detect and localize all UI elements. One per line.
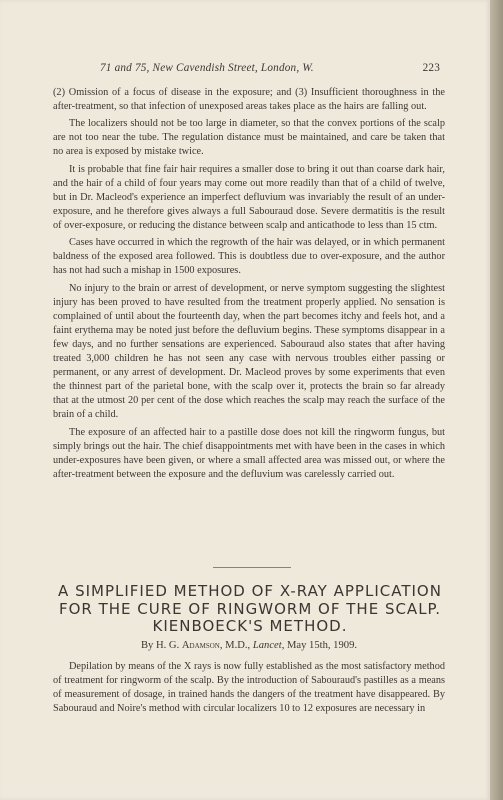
byline — [53, 640, 445, 651]
title-line: A SIMPLIFIED METHOD OF X-RAY APPLICATION — [58, 582, 442, 600]
paragraph: No injury to the brain or arrest of development, or nerve symptom suggesting the slightest injury has been proved to have resulted from the treatment properly applied. No sensation is complained of until about the fourteenth day, when the part becomes itchy and feels hot, and a faint erythema may be noted just before the defluvium begins. These symptoms disappear in a few days, and no further sensations are experienced. Sabouraud also states that after having treated 3,000 children he has not seen any case with nervous troubles either passing or permanent, or any arrest of development. Dr. Macleod proves by some experiments that even the thinnest part of the parietal bone, with the scalp over it, protects the brain so far already that at the utmost 20 per cent of the dose which reaches the scalp may reach the surface of the brain of a child. — [53, 282, 445, 421]
byline-author: Adamson — [181, 640, 220, 651]
page-edge — [490, 0, 503, 800]
running-head-text: 71 and 75, New Cavendish Street, London, W. — [100, 62, 314, 74]
title-line: FOR THE CURE OF RINGWORM OF THE SCALP. — [58, 599, 442, 618]
paragraph: Depilation by means of the X rays is now fully established as the most satisfactory method of treatment for ringworm of the scalp. By the introduction of Sabouraud's pastilles as a means of measurement of dosage, in trained hands the dangers of the treatment have disappeared. By Sabouraud and Noire's method with circular localizers 10 to 12 exposures are necessary in — [53, 661, 445, 715]
byline-date: , May 15th, 1909. — [281, 640, 358, 651]
page-number: 223 — [422, 62, 440, 74]
paragraph: (2) Omission of a focus of disease in the exposure; and (3) Insufficient thoroughness in the after-treatment, so that infection of unexposed areas takes place as the hairs are falling out. — [53, 87, 445, 113]
section-divider — [213, 567, 291, 568]
paragraph: The localizers should not be too large in diameter, so that the convex portions of the scalp are not too near the tube. The regulation distance must be maintained, and care be taken that no area is exposed by mistake twice. — [53, 118, 445, 158]
paragraph: The exposure of an affected hair to a pastille dose does not kill the ringworm fungus, but simply brings out the hair. The chief disappointments met with have been in the cases in which under-exposures have been given, or where a small affected area was missed out, or where the after-treatment between the exposure and the defluvium was carelessly carried out. — [53, 426, 445, 480]
article-intro — [53, 660, 445, 716]
byline-journal: Lancet — [252, 640, 282, 651]
byline-degree: , M.D., — [219, 640, 253, 651]
title-line: KIENBOECK'S METHOD. — [152, 617, 348, 635]
article-title — [40, 583, 460, 636]
paragraph: Cases have occurred in which the regrowth of the hair was delayed, or in which permanent baldness of the exposed area followed. This is doubtless due to over-exposure, and the author has not had such a mishap in 1500 exposures. — [53, 237, 445, 277]
article-body — [53, 86, 445, 485]
paragraph: It is probable that fine fair hair requires a smaller dose to bring it out than coarse dark hair, and the hair of a child of four years may come out more readily than that of a child of twelve, but in Dr. Macleod's experience an imperfect defluvium was invariably the result of an under-exposure, and he therefore gives always a full Sabouraud dose. Severe dermatitis is the result of over-exposure, or reducing the distance between scalp and anticathode to less than 15 ctm. — [53, 163, 445, 232]
running-header — [100, 62, 440, 74]
byline-prefix: By H. G. — [140, 640, 182, 651]
